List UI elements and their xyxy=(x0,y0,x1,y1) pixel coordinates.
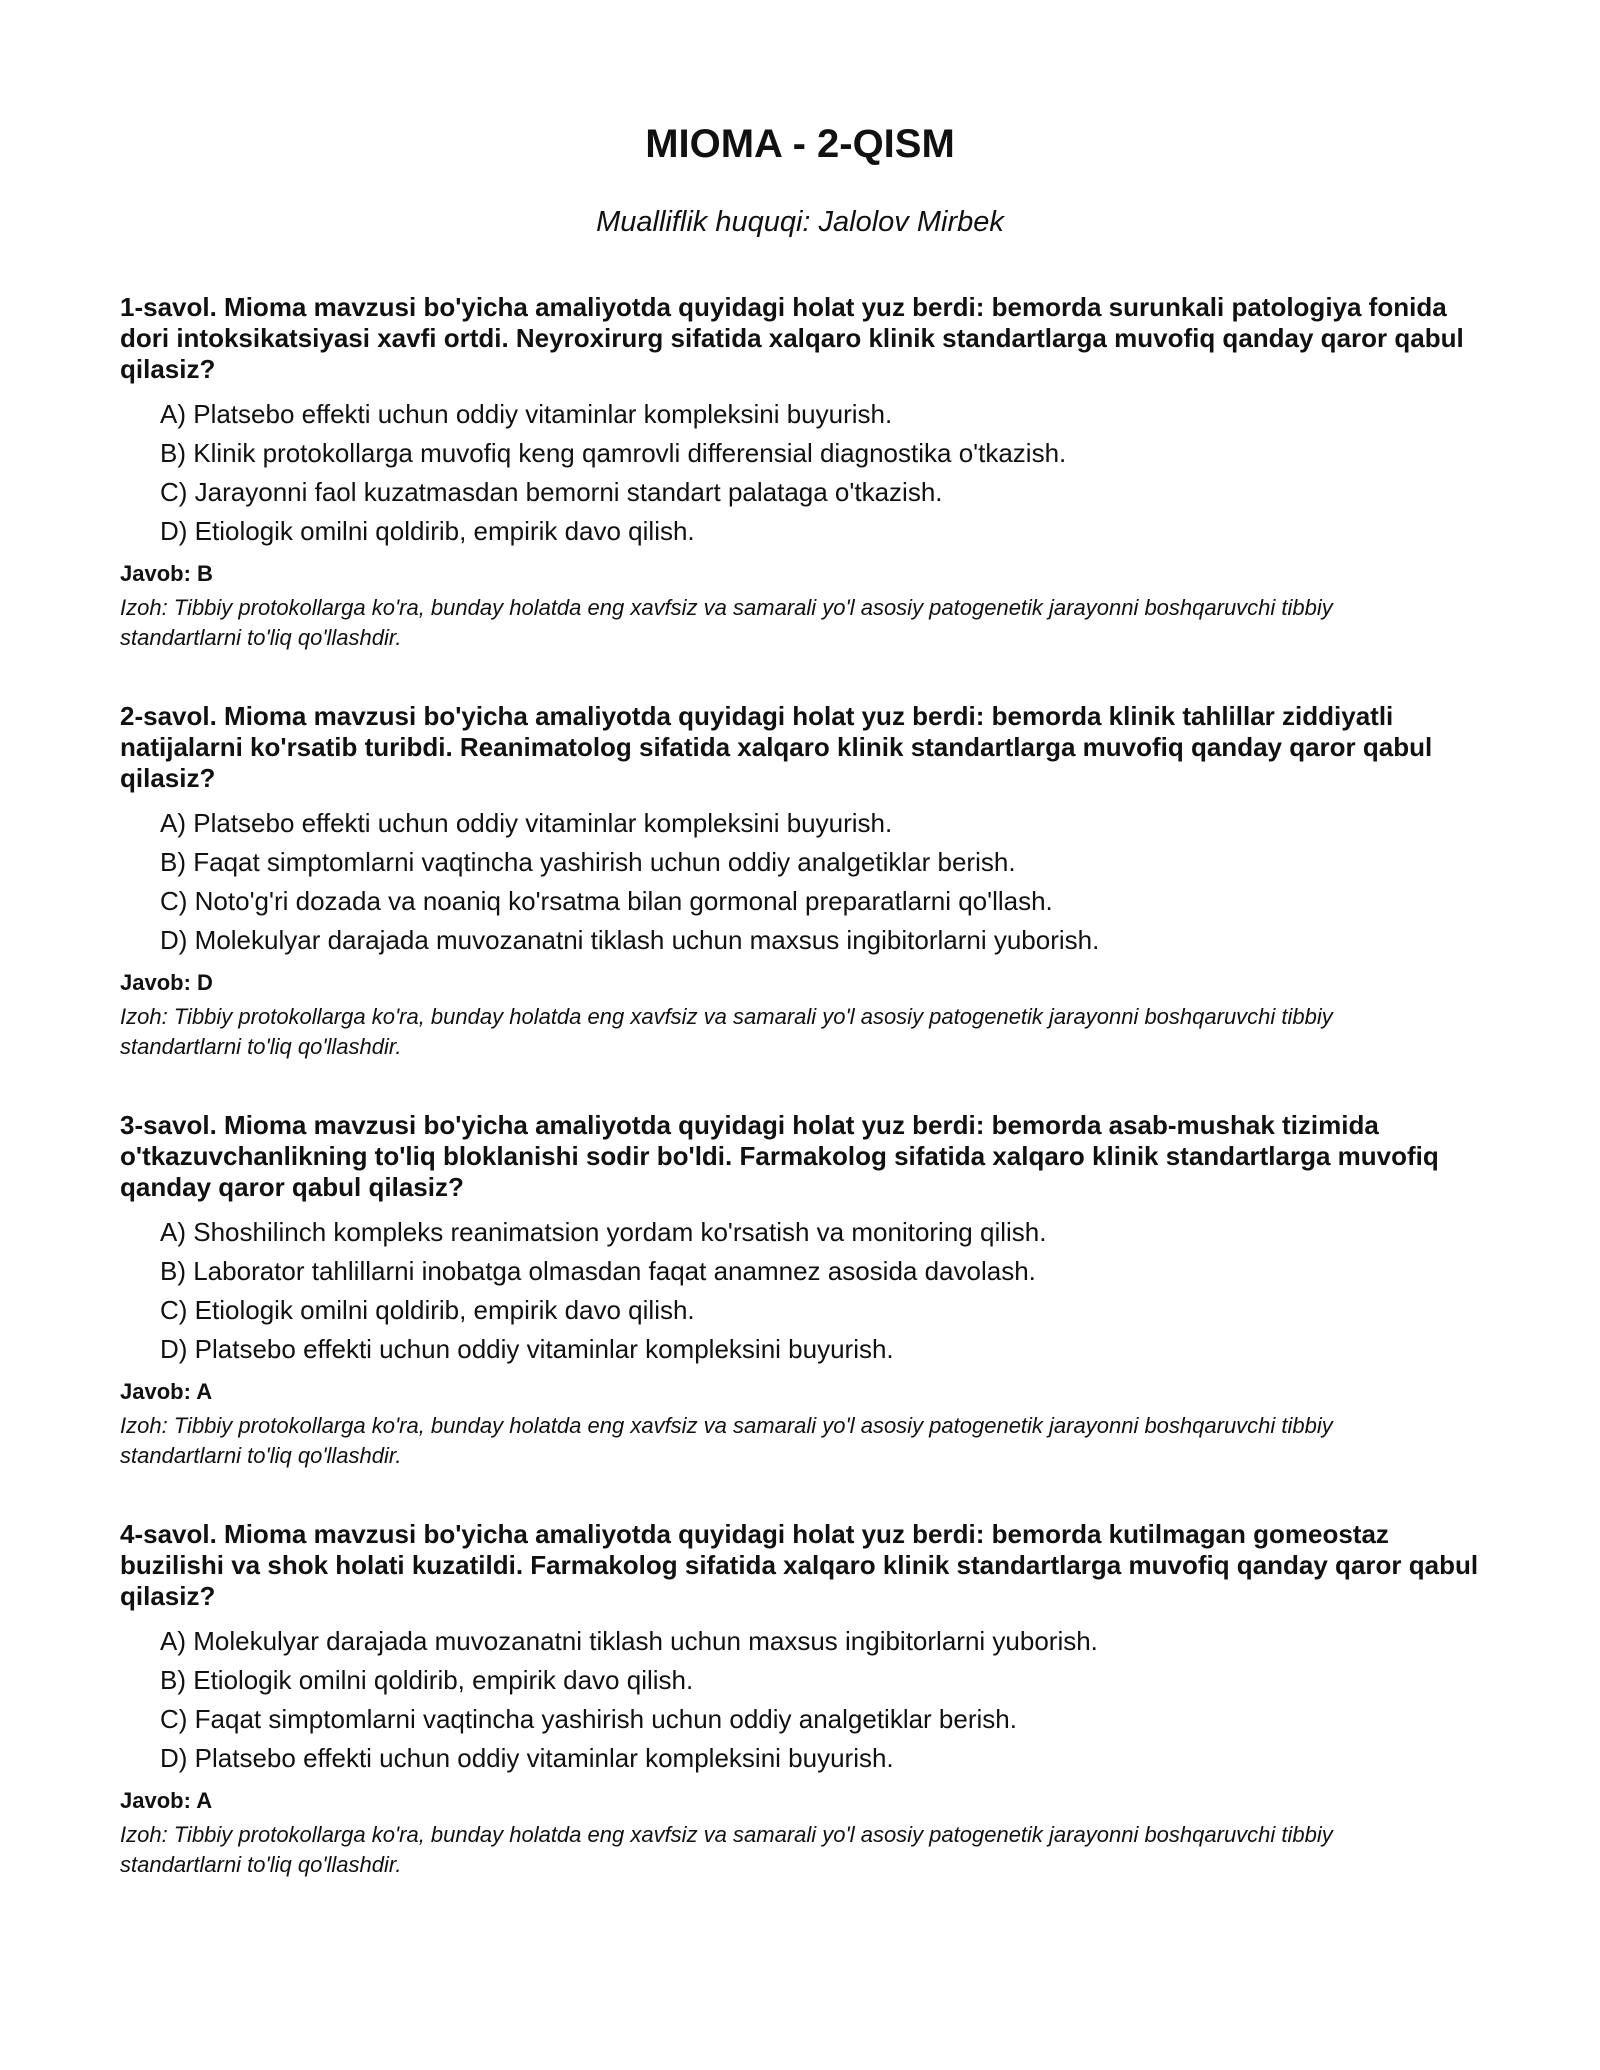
option-d: D) Etiologik omilni qoldirib, empirik davo qilish. xyxy=(160,516,695,546)
option-a: A) Platsebo effekti uchun oddiy vitaminlar kompleksini buyurish. xyxy=(160,399,893,429)
option-d: D) Platsebo effekti uchun oddiy vitaminlar kompleksini buyurish. xyxy=(160,1334,894,1364)
answer-text: Javob: D xyxy=(120,970,213,995)
question-text: 2-savol. Mioma mavzusi bo'yicha amaliyotda quyidagi holat yuz berdi: bemorda klinik tahlillar ziddiyatli natijalarni ko'rsatib turibdi. Reanimatolog sifatida xalqaro klinik standartlarga muvofiq qanday qaror qabul qilasiz? xyxy=(120,701,1433,793)
explanation-note: Izoh: Tibbiy protokollarga ko'ra, bunday holatda eng xavfsiz va samarali yo'l asosiy patogenetik jarayonni boshqaruvchi tibbiy standartlarni to'liq qo'llashdir. xyxy=(120,595,1333,650)
question-text: 3-savol. Mioma mavzusi bo'yicha amaliyotda quyidagi holat yuz berdi: bemorda asab-mushak tizimida o'tkazuvchanlikning to'liq bloklanishi sodir bo'ldi. Farmakolog sifatida xalqaro klinik standartlarga muvofiq qanday qaror qabul qilasiz? xyxy=(120,1110,1439,1202)
option-d: D) Platsebo effekti uchun oddiy vitaminlar kompleksini buyurish. xyxy=(160,1743,894,1773)
option-a: A) Platsebo effekti uchun oddiy vitaminlar kompleksini buyurish. xyxy=(160,808,893,838)
question-block xyxy=(120,701,1490,1062)
explanation-note: Izoh: Tibbiy protokollarga ko'ra, bunday holatda eng xavfsiz va samarali yo'l asosiy patogenetik jarayonni boshqaruvchi tibbiy standartlarni to'liq qo'llashdir. xyxy=(120,1004,1333,1059)
option-list xyxy=(120,804,1490,960)
question-block xyxy=(120,1519,1490,1880)
option-a: A) Molekulyar darajada muvozanatni tiklash uchun maxsus ingibitorlarni yuborish. xyxy=(160,1626,1098,1656)
option-b: B) Faqat simptomlarni vaqtincha yashirish uchun oddiy analgetiklar berish. xyxy=(160,847,1016,877)
answer-text: Javob: A xyxy=(120,1379,213,1404)
answer-text: Javob: A xyxy=(120,1788,213,1813)
question-block xyxy=(120,292,1490,653)
option-a: A) Shoshilinch kompleks reanimatsion yordam ko'rsatish va monitoring qilish. xyxy=(160,1217,1047,1247)
option-c: C) Noto'g'ri dozada va noaniq ko'rsatma bilan gormonal preparatlarni qo'llash. xyxy=(160,886,1053,916)
answer-text: Javob: B xyxy=(120,561,213,586)
question-block xyxy=(120,1110,1490,1471)
explanation-note: Izoh: Tibbiy protokollarga ko'ra, bunday holatda eng xavfsiz va samarali yo'l asosiy patogenetik jarayonni boshqaruvchi tibbiy standartlarni to'liq qo'llashdir. xyxy=(120,1413,1333,1468)
option-d: D) Molekulyar darajada muvozanatni tiklash uchun maxsus ingibitorlarni yuborish. xyxy=(160,925,1100,955)
option-list xyxy=(120,1213,1490,1369)
document-subtitle: Mualliflik huquqi: Jalolov Mirbek xyxy=(596,206,1004,238)
option-b: B) Etiologik omilni qoldirib, empirik davo qilish. xyxy=(160,1665,694,1695)
option-b: B) Klinik protokollarga muvofiq keng qamrovli differensial diagnostika o'tkazish. xyxy=(160,438,1067,468)
question-text: 4-savol. Mioma mavzusi bo'yicha amaliyotda quyidagi holat yuz berdi: bemorda kutilmagan gomeostaz buzilishi va shok holati kuzatildi. Farmakolog sifatida xalqaro klinik standartlarga muvofiq qanday qaror qabul qilasiz? xyxy=(120,1519,1479,1611)
option-list xyxy=(120,1622,1490,1778)
question-text: 1-savol. Mioma mavzusi bo'yicha amaliyotda quyidagi holat yuz berdi: bemorda surunkali patologiya fonida dori intoksikatsiyasi xavfi ortdi. Neyroxirurg sifatida xalqaro klinik standartlarga muvofiq qanday qaror qabul qilasiz? xyxy=(120,292,1464,384)
option-c: C) Faqat simptomlarni vaqtincha yashirish uchun oddiy analgetiklar berish. xyxy=(160,1704,1017,1734)
option-c: C) Etiologik omilni qoldirib, empirik davo qilish. xyxy=(160,1295,695,1325)
option-c: C) Jarayonni faol kuzatmasdan bemorni standart palataga o'tkazish. xyxy=(160,477,943,507)
option-list xyxy=(120,395,1490,551)
document-title: MIOMA - 2-QISM xyxy=(645,122,955,166)
option-b: B) Laborator tahlillarni inobatga olmasdan faqat anamnez asosida davolash. xyxy=(160,1256,1036,1286)
explanation-note: Izoh: Tibbiy protokollarga ko'ra, bunday holatda eng xavfsiz va samarali yo'l asosiy patogenetik jarayonni boshqaruvchi tibbiy standartlarni to'liq qo'llashdir. xyxy=(120,1822,1333,1877)
